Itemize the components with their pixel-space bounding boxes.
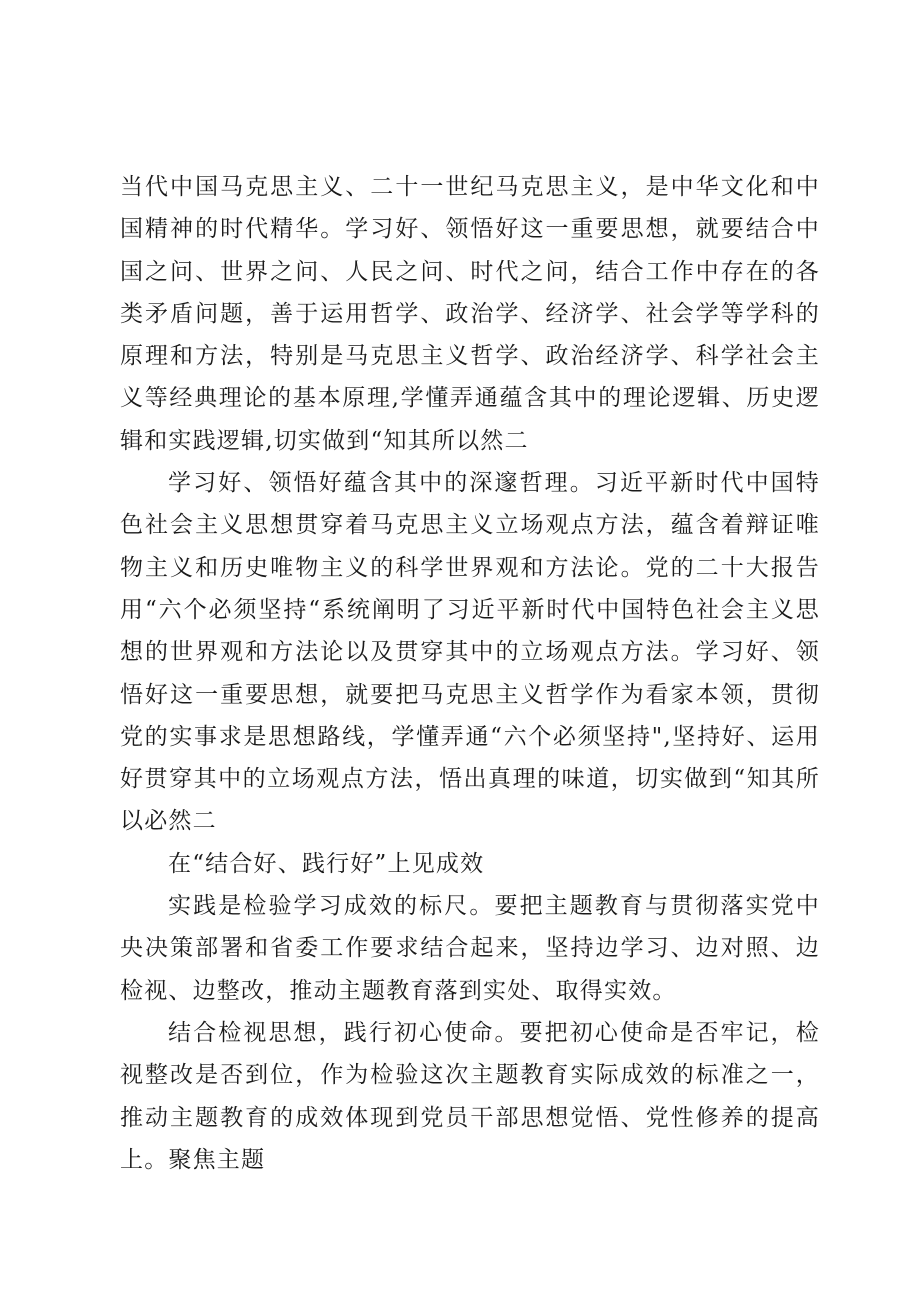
section-heading: 在“结合好、践行好”上见成效 [168, 850, 485, 877]
paragraph-practice: 实践是检验学习成效的标尺。要把主题教育与贯彻落实党中央决策部署和省委工作要求结合起来，坚持边学习、边对照、边检视、边整改，推动主题教育落到实处、取得实效。 [120, 893, 820, 1004]
paragraph-mission: 结合检视思想，践行初心使命。要把初心使命是否牢记，检视整改是否到位，作为检验这次主题教育实际成效的标准之一，推动主题教育的成效体现到党员干部思想觉悟、党性修养的提高上。聚焦主题 [120, 1019, 820, 1173]
document-body [120, 166, 820, 1181]
paragraph-philosophy: 学习好、领悟好蕴含其中的深邃哲理。习近平新时代中国特色社会主义思想贯穿着马克思主义立场观点方法，蕴含着辩证唯物主义和历史唯物主义的科学世界观和方法论。党的二十大报告用“六个必须坚持“系统阐明了习近平新时代中国特色社会主义思想的世界观和方法论以及贯穿其中的立场观点方法。学习好、领悟好这一重要思想，就要把马克思主义哲学作为看家本领，贯彻党的实事求是思想路线，学懂弄通“六个必须坚持",坚持好、运用好贯穿其中的立场观点方法，悟出真理的味道，切实做到“知其所以必然二 [120, 470, 820, 835]
paragraph-continued: 当代中国马克思主义、二十一世纪马克思主义，是中华文化和中国精神的时代精华。学习好、领悟好这一重要思想，就要结合中国之问、世界之问、人民之问、时代之问，结合工作中存在的各类矛盾问题，善于运用哲学、政治学、经济学、社会学等学科的原理和方法，特别是马克思主义哲学、政治经济学、科学社会主义等经典理论的基本原理,学懂弄通蕴含其中的理论逻辑、历史逻辑和实践逻辑,切实做到“知其所以然二 [120, 174, 820, 454]
